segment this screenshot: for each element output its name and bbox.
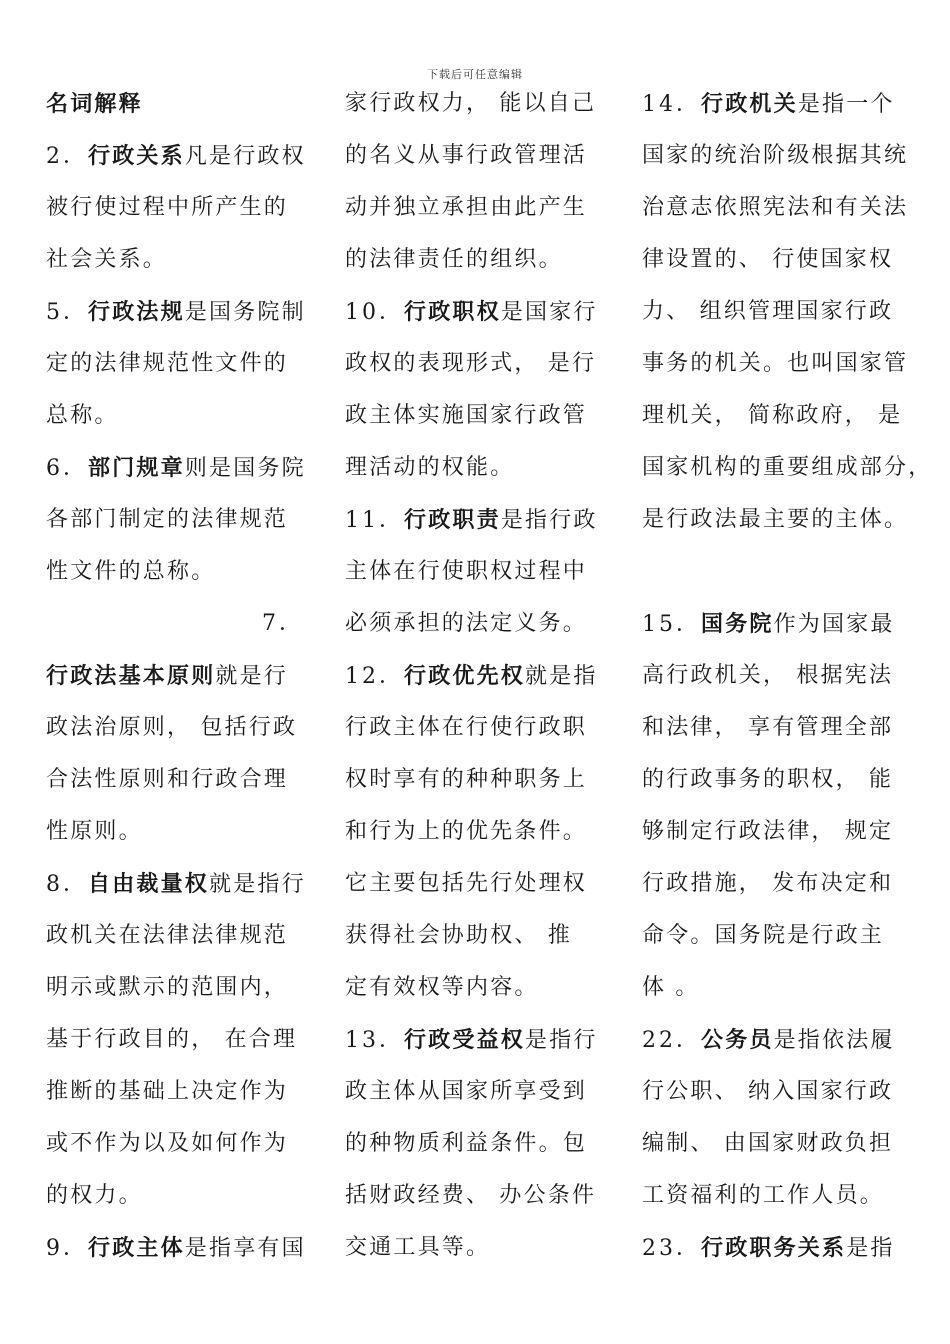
term-number: 10． [345,300,404,325]
term-number: 6． [46,456,88,481]
line-text: 政主体实施国家行政管 [345,403,588,428]
line-text: 的名义从事行政管理活 [345,143,588,168]
term-number: 9． [46,1236,88,1261]
line-text: 政法治原则， 包括行政 [46,715,298,740]
text-line [345,754,617,806]
term-number: 14． [642,92,701,117]
line-text: 政主体从国家所享受到 [345,1079,588,1104]
text-line [46,806,318,858]
line-text: 定有效权等内容。 [345,975,539,1000]
text-line [46,390,318,442]
text-line [46,1014,318,1066]
line-text: 是国务院制 [184,300,306,325]
line-text: 行政主体在行使行政职 [345,715,588,740]
line-text: 的行政事务的职权， 能 [642,767,894,792]
line-text: 合法性原则和行政合理 [46,767,289,792]
line-text: 括财政经费、 办公条件 [345,1183,597,1208]
text-line [46,650,318,702]
line-text: 高行政机关， 根据宪法 [642,663,894,688]
line-text: 总称。 [46,403,119,428]
line-text: 力、 组织管理国家行政 [642,299,894,324]
term-number: 15． [642,612,701,637]
line-text: 明示或默示的范围内， [46,975,289,1000]
text-line [345,858,617,910]
text-line [46,754,318,806]
line-text: 被行使过程中所产生的 [46,195,289,220]
line-text: 是国家行 [500,300,598,325]
text-line [642,1222,914,1274]
text-line [345,338,617,390]
text-line [642,1014,914,1066]
text-line [46,858,318,910]
line-text: 权时享有的种种职务上 [345,767,588,792]
text-line [642,78,914,130]
term-number: 8． [46,872,88,897]
term-heading: 名词解释 [46,91,143,117]
text-line [642,546,914,598]
line-text: 各部门制定的法律规范 [46,507,289,532]
text-line [345,494,617,546]
line-text: 行政措施， 发布决定和 [642,871,894,896]
text-line [345,234,617,286]
text-line [345,286,617,338]
text-line [642,338,914,390]
term-heading: 自由裁量权 [88,871,210,897]
term-heading: 行政受益权 [404,1027,526,1053]
line-text: 就是行 [215,664,289,689]
line-text: 是指一个 [797,92,895,117]
text-line [46,286,318,338]
term-number: 2． [46,144,88,169]
line-text: 是指依法履 [773,1028,895,1053]
text-line [642,1118,914,1170]
text-line [345,910,617,962]
text-line [46,598,318,650]
line-text: 的种物质利益条件。包 [345,1131,588,1156]
text-line [46,234,318,286]
line-text: 国家的统治阶级根据其统 [642,143,909,168]
text-line [345,182,617,234]
text-line [345,1066,617,1118]
line-text: 政权的表现形式， 是行 [345,351,597,376]
text-line [46,702,318,754]
line-text: 交通工具等。 [345,1235,491,1260]
line-text: 律设置的、 行使国家权 [642,247,894,272]
line-text: 凡是行政权 [184,144,306,169]
text-line [46,78,318,130]
text-column-3 [642,78,933,1274]
line-text: 和行为上的优先条件。 [345,819,588,844]
text-line [46,1066,318,1118]
term-number: 12． [345,664,404,689]
line-text: 就是指 [525,664,598,689]
line-text: 的法律责任的组织。 [345,247,563,272]
text-line [642,962,914,1014]
term-heading: 行政关系 [88,143,185,169]
term-number: 7． [262,611,304,636]
text-line [642,910,914,962]
line-text: 理活动的权能。 [345,455,515,480]
text-line [345,1222,617,1274]
term-heading: 行政机关 [701,91,798,117]
line-text: 获得社会协助权、 推 [345,923,572,948]
term-number: 11． [345,508,404,533]
line-text: 性原则。 [46,819,143,844]
text-line [46,494,318,546]
text-line [642,286,914,338]
text-line [642,1066,914,1118]
term-heading: 行政职权 [404,299,501,325]
text-line [642,702,914,754]
term-heading: 行政主体 [88,1235,185,1261]
text-line [642,390,914,442]
text-line [345,78,617,130]
line-text: 性文件的总称。 [46,559,216,584]
term-heading: 行政职务关系 [701,1235,847,1261]
line-text: 是指 [846,1236,895,1261]
line-text: 定的法律规范性文件的 [46,351,289,376]
text-line [345,962,617,1014]
text-line [345,1170,617,1222]
line-text: 推断的基础上决定作为 [46,1079,289,1104]
term-heading: 国务院 [701,611,774,637]
line-text: 编制、 由国家财政负担 [642,1131,894,1156]
line-text: 是指行政 [500,508,598,533]
text-line [642,130,914,182]
line-text: 够制定行政法律， 规定 [642,819,894,844]
line-text: 政机关在法律法律规范 [46,923,289,948]
text-line [46,1170,318,1222]
term-number: 5． [46,300,88,325]
line-text: 基于行政目的， 在合理 [46,1027,298,1052]
text-line [345,1014,617,1066]
line-text: 必须承担的法定义务。 [345,611,588,636]
term-number: 13． [345,1028,404,1053]
line-text: 是指行 [525,1028,598,1053]
line-text: 则是国务院 [184,456,306,481]
line-text: 它主要包括先行处理权 [345,871,588,896]
text-line [46,338,318,390]
term-heading: 公务员 [701,1027,774,1053]
text-line [46,1222,318,1274]
line-text: 的权力。 [46,1183,143,1208]
text-line [46,546,318,598]
text-line [345,598,617,650]
text-line [642,650,914,702]
text-line [642,858,914,910]
line-text: 理机关， 简称政府， 是 [642,403,903,428]
line-text: 主体在行使职权过程中 [345,559,588,584]
line-text: 事务的机关。也叫国家管 [642,351,909,376]
text-line [345,130,617,182]
line-text: 体 。 [642,975,700,1000]
text-line [345,1118,617,1170]
text-line [642,754,914,806]
line-text: 家行政权力， 能以自己 [345,91,597,116]
line-text: 命令。国务院是行政主 [642,923,885,948]
text-line [345,650,617,702]
text-line [345,806,617,858]
text-line [642,494,914,546]
page-header: 下载后可任意编辑 [427,68,523,81]
line-text: 或不作为以及如何作为 [46,1131,289,1156]
line-text: 动并独立承担由此产生 [345,195,588,220]
text-line [46,442,318,494]
text-line [642,806,914,858]
text-line [46,962,318,1014]
term-heading: 行政法规 [88,299,185,325]
term-heading: 行政职责 [404,507,501,533]
line-text: 社会关系。 [46,247,168,272]
term-heading: 部门规章 [88,455,185,481]
text-column-1 [46,78,318,1274]
line-text: 国家机构的重要组成部分， [642,455,933,480]
line-text: 是指享有国 [184,1236,306,1261]
text-line [46,910,318,962]
text-line [345,442,617,494]
line-text: 就是指行 [209,872,306,897]
term-heading: 行政法基本原则 [46,663,216,689]
term-heading: 行政优先权 [404,663,526,689]
line-text: 作为国家最 [773,612,895,637]
line-text: 工资福利的工作人员。 [642,1183,885,1208]
line-text: 是行政法最主要的主体。 [642,507,909,532]
term-number: 22． [642,1028,701,1053]
text-line [46,182,318,234]
text-column-2 [345,78,617,1274]
line-text: 行公职、 纳入国家行政 [642,1079,894,1104]
text-line [345,546,617,598]
text-line [345,390,617,442]
text-line [345,702,617,754]
text-line [642,598,914,650]
line-text: 和法律， 享有管理全部 [642,715,894,740]
term-number: 23． [642,1236,701,1261]
text-line [642,182,914,234]
text-line [642,442,933,494]
line-text: 治意志依照宪法和有关法 [642,195,909,220]
text-line [642,234,914,286]
text-line [46,130,318,182]
text-line [46,1118,318,1170]
text-line [642,1170,914,1222]
